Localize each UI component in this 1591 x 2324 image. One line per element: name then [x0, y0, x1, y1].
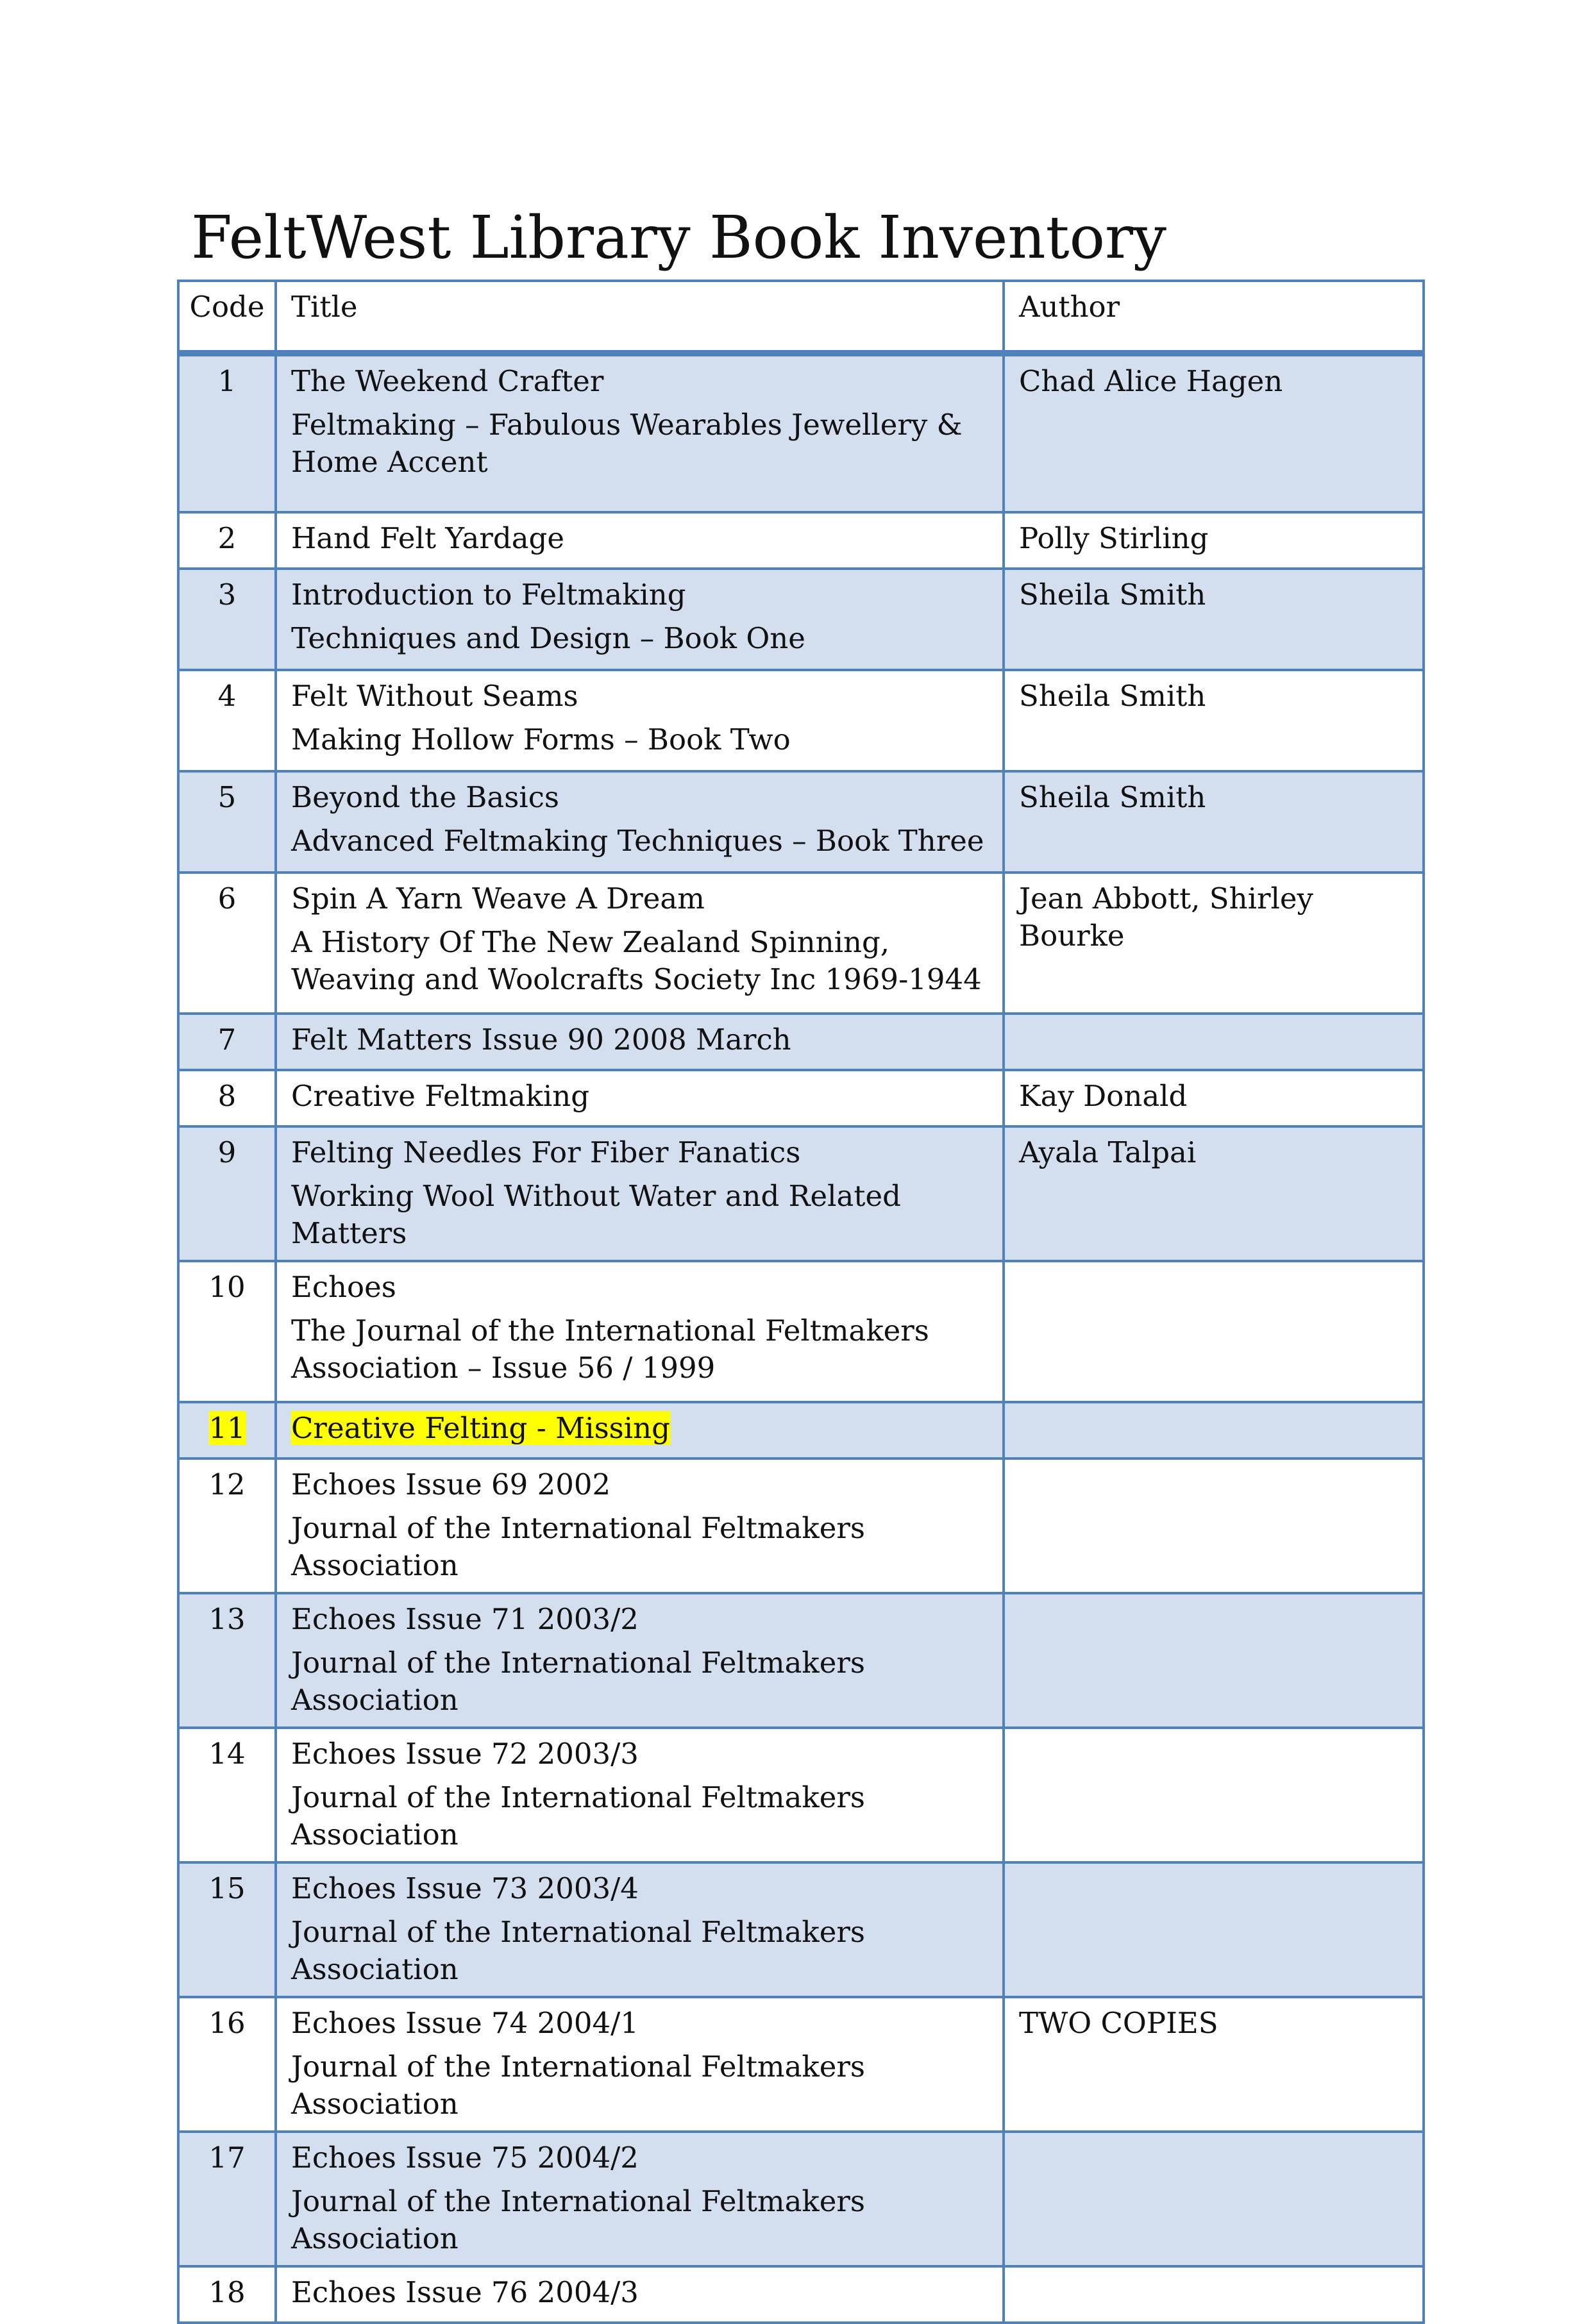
- cell-author: [1004, 1728, 1424, 1862]
- cell-code: [178, 1126, 276, 1261]
- cell-author: [1004, 670, 1424, 771]
- page-title: FeltWest Library Book Inventory: [191, 203, 1166, 272]
- book-title: Echoes Issue 71 2003/2: [291, 1602, 639, 1636]
- book-title: Echoes Issue 72 2003/3: [291, 1737, 639, 1771]
- table-row: [178, 1070, 1424, 1126]
- book-subtitle: Feltmaking – Fabulous Wearables Jewellery & Home Accent: [291, 408, 963, 479]
- cell-title: [276, 1014, 1004, 1070]
- column-header-title: Title: [276, 281, 1004, 353]
- book-subtitle: Journal of the International Feltmakers Association: [291, 2050, 865, 2121]
- cell-author: [1004, 512, 1424, 569]
- table-row: [178, 1728, 1424, 1862]
- book-author: Jean Abbott, Shirley Bourke: [1019, 882, 1313, 953]
- table-row: [178, 353, 1424, 512]
- cell-title: [276, 873, 1004, 1014]
- book-title: Felt Matters Issue 90 2008 March: [291, 1023, 791, 1057]
- cell-title: [276, 512, 1004, 569]
- book-subtitle: The Journal of the International Feltmakers Association – Issue 56 / 1999: [291, 1314, 929, 1385]
- book-title: Echoes Issue 69 2002: [291, 1467, 611, 1501]
- code-text: 9: [217, 1135, 237, 1169]
- book-subtitle: Advanced Feltmaking Techniques – Book Three: [291, 824, 984, 858]
- code-text: 4: [217, 679, 237, 713]
- code-text: 12: [208, 1467, 246, 1501]
- book-subtitle: Journal of the International Feltmakers Association: [291, 1511, 865, 1582]
- table-row: [178, 670, 1424, 771]
- cell-author: [1004, 2132, 1424, 2266]
- cell-title: [276, 2132, 1004, 2266]
- code-text: 15: [208, 1871, 246, 1905]
- cell-code: [178, 569, 276, 670]
- book-subtitle: A History Of The New Zealand Spinning, Weaving and Woolcrafts Society Inc 1969-1944: [291, 925, 982, 996]
- book-subtitle: Making Hollow Forms – Book Two: [291, 723, 791, 757]
- cell-code: [178, 771, 276, 873]
- book-subtitle: Journal of the International Feltmakers Association: [291, 2184, 865, 2255]
- cell-code: [178, 873, 276, 1014]
- book-title: Spin A Yarn Weave A Dream: [291, 882, 705, 915]
- book-subtitle: Techniques and Design – Book One: [291, 621, 805, 655]
- cell-author: [1004, 353, 1424, 512]
- book-title: Beyond the Basics: [291, 780, 559, 814]
- table-row: [178, 1261, 1424, 1402]
- cell-title: [276, 771, 1004, 873]
- book-title: Echoes Issue 76 2004/3: [291, 2275, 639, 2309]
- cell-author: [1004, 1459, 1424, 1593]
- cell-title: [276, 1261, 1004, 1402]
- cell-title: [276, 670, 1004, 771]
- column-header-author: Author: [1004, 281, 1424, 353]
- cell-author: [1004, 771, 1424, 873]
- cell-title: [276, 353, 1004, 512]
- code-text: 1: [217, 364, 237, 398]
- cell-title: [276, 1728, 1004, 1862]
- code-text: 7: [217, 1023, 237, 1057]
- cell-author: [1004, 1070, 1424, 1126]
- code-text: 13: [208, 1602, 246, 1636]
- table-header-row: [178, 281, 1424, 353]
- code-text: 3: [217, 578, 237, 612]
- table-row: [178, 1014, 1424, 1070]
- cell-author: [1004, 1862, 1424, 1997]
- table-row: [178, 1402, 1424, 1459]
- book-subtitle: Working Wool Without Water and Related Matters: [291, 1179, 901, 1250]
- cell-author: [1004, 1593, 1424, 1728]
- table-row: [178, 873, 1424, 1014]
- table-row: [178, 1459, 1424, 1593]
- cell-author: [1004, 2266, 1424, 2323]
- book-author: TWO COPIES: [1019, 2006, 1218, 2040]
- cell-author: [1004, 1014, 1424, 1070]
- book-title: Creative Felting - Missing: [291, 1411, 670, 1445]
- table-body: [178, 353, 1424, 2323]
- cell-author: [1004, 1261, 1424, 1402]
- code-text: 16: [208, 2006, 246, 2040]
- book-title: Echoes Issue 74 2004/1: [291, 2006, 639, 2040]
- code-text: 2: [217, 521, 237, 555]
- cell-title: [276, 1459, 1004, 1593]
- code-text: 8: [217, 1079, 237, 1113]
- table-row: [178, 1862, 1424, 1997]
- table-row: [178, 569, 1424, 670]
- cell-title: [276, 2266, 1004, 2323]
- cell-author: [1004, 873, 1424, 1014]
- code-text: 18: [208, 2275, 246, 2309]
- cell-author: [1004, 1997, 1424, 2132]
- code-text: 17: [208, 2141, 246, 2175]
- cell-title: [276, 569, 1004, 670]
- cell-code: [178, 1402, 276, 1459]
- book-title: Echoes: [291, 1270, 396, 1304]
- book-title: The Weekend Crafter: [291, 364, 604, 398]
- table-row: [178, 1126, 1424, 1261]
- book-author: Sheila Smith: [1019, 578, 1206, 612]
- book-author: Chad Alice Hagen: [1019, 364, 1283, 398]
- cell-code: [178, 1997, 276, 2132]
- cell-code: [178, 1862, 276, 1997]
- cell-title: [276, 1862, 1004, 1997]
- book-title: Echoes Issue 75 2004/2: [291, 2141, 639, 2175]
- code-text: 10: [208, 1270, 246, 1304]
- book-subtitle: Journal of the International Feltmakers Association: [291, 1915, 865, 1986]
- cell-title: [276, 1593, 1004, 1728]
- cell-code: [178, 1593, 276, 1728]
- table-row: [178, 2132, 1424, 2266]
- table-row: [178, 1593, 1424, 1728]
- book-subtitle: Journal of the International Feltmakers Association: [291, 1646, 865, 1717]
- book-author: Polly Stirling: [1019, 521, 1209, 555]
- book-subtitle: Journal of the International Feltmakers Association: [291, 1780, 865, 1852]
- cell-code: [178, 1261, 276, 1402]
- cell-code: [178, 670, 276, 771]
- code-text: 6: [217, 882, 237, 915]
- book-title: Echoes Issue 73 2003/4: [291, 1871, 639, 1905]
- cell-title: [276, 1126, 1004, 1261]
- cell-title: [276, 1402, 1004, 1459]
- table-row: [178, 512, 1424, 569]
- book-author: Sheila Smith: [1019, 679, 1206, 713]
- code-text: 11: [208, 1411, 246, 1445]
- book-title: Hand Felt Yardage: [291, 521, 564, 555]
- cell-code: [178, 512, 276, 569]
- cell-author: [1004, 1402, 1424, 1459]
- book-title: Felt Without Seams: [291, 679, 578, 713]
- book-author: Kay Donald: [1019, 1079, 1188, 1113]
- inventory-table: [177, 280, 1425, 2324]
- table-row: [178, 2266, 1424, 2323]
- book-title: Introduction to Feltmaking: [291, 578, 686, 612]
- cell-title: [276, 1070, 1004, 1126]
- cell-code: [178, 1014, 276, 1070]
- book-author: Ayala Talpai: [1019, 1135, 1197, 1169]
- cell-code: [178, 1459, 276, 1593]
- book-author: Sheila Smith: [1019, 780, 1206, 814]
- cell-code: [178, 1070, 276, 1126]
- cell-code: [178, 2132, 276, 2266]
- book-title: Felting Needles For Fiber Fanatics: [291, 1135, 801, 1169]
- cell-code: [178, 353, 276, 512]
- cell-author: [1004, 569, 1424, 670]
- cell-code: [178, 2266, 276, 2323]
- cell-code: [178, 1728, 276, 1862]
- cell-title: [276, 1997, 1004, 2132]
- code-text: 5: [217, 780, 237, 814]
- table-row: [178, 1997, 1424, 2132]
- code-text: 14: [208, 1737, 246, 1771]
- table-row: [178, 771, 1424, 873]
- book-title: Creative Feltmaking: [291, 1079, 590, 1113]
- column-header-code: Code: [178, 281, 276, 353]
- cell-author: [1004, 1126, 1424, 1261]
